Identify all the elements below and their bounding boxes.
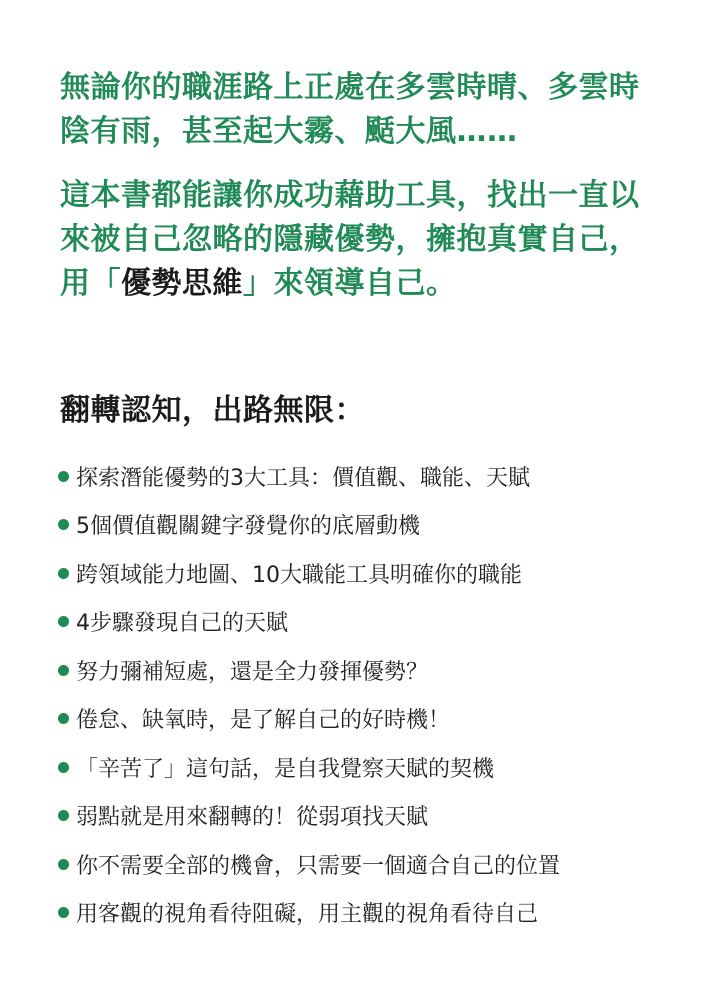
intro-paragraph-2-end: 」來領導自己。 (243, 266, 457, 301)
list-item-text: 跨領域能力地圖、10大職能工具明確你的職能 (76, 562, 522, 588)
list-item-text: 努力彌補短處，還是全力發揮優勢？ (76, 659, 429, 685)
section-title: 翻轉認知，出路無限： (60, 393, 365, 428)
list-item (58, 598, 678, 647)
intro-paragraph-1: 無論你的職涯路上正處在多雲時晴、多雲時陰有雨，甚至起大霧、颳大風…… (60, 70, 640, 149)
bullet-dot-icon (58, 859, 69, 870)
list-item-text: 探索潛能優勢的3大工具：價值觀、職能、天賦 (76, 465, 530, 491)
bullet-dot-icon (58, 810, 69, 821)
bullet-dot-icon (58, 519, 69, 530)
bullet-dot-icon (58, 713, 69, 724)
list-item-text: 用客觀的視角看待阻礙，用主觀的視角看待自己 (76, 902, 539, 928)
list-item-text: 弱點就是用來翻轉的！從弱項找天賦 (76, 805, 429, 831)
feature-list (58, 452, 678, 937)
list-item (58, 695, 678, 744)
intro-paragraph-2-start: 這本書都能讓你成功藉助工具，找出一直以來被自己忽略的隱藏優勢，擁抱真實自己，用「 (60, 178, 640, 301)
bullet-dot-icon (58, 471, 69, 482)
list-item-text: 「辛苦了」這句話，是自我覺察天賦的契機 (76, 756, 495, 782)
bullet-dot-icon (58, 568, 69, 579)
list-item (58, 452, 678, 501)
list-item (58, 646, 678, 695)
list-item (58, 743, 678, 792)
list-item-text: 4步驟發現自己的天賦 (76, 611, 288, 637)
list-item-text: 5個價值觀關鍵字發覺你的底層動機 (76, 514, 420, 540)
list-item (58, 889, 678, 938)
bullet-dot-icon (58, 616, 69, 627)
list-item (58, 549, 678, 598)
bullet-dot-icon (58, 665, 69, 676)
bullet-dot-icon (58, 907, 69, 918)
intro-text (60, 66, 660, 306)
list-item (58, 501, 678, 550)
list-item (58, 840, 678, 889)
strength-thinking-emphasis: 優勢思維 (121, 266, 243, 301)
bullet-dot-icon (58, 762, 69, 773)
list-item (58, 792, 678, 841)
list-item-text: 倦怠、缺氧時，是了解自己的好時機！ (76, 708, 451, 734)
list-item-text: 你不需要全部的機會，只需要一個適合自己的位置 (76, 853, 561, 879)
intro-paragraph-2 (60, 174, 660, 306)
